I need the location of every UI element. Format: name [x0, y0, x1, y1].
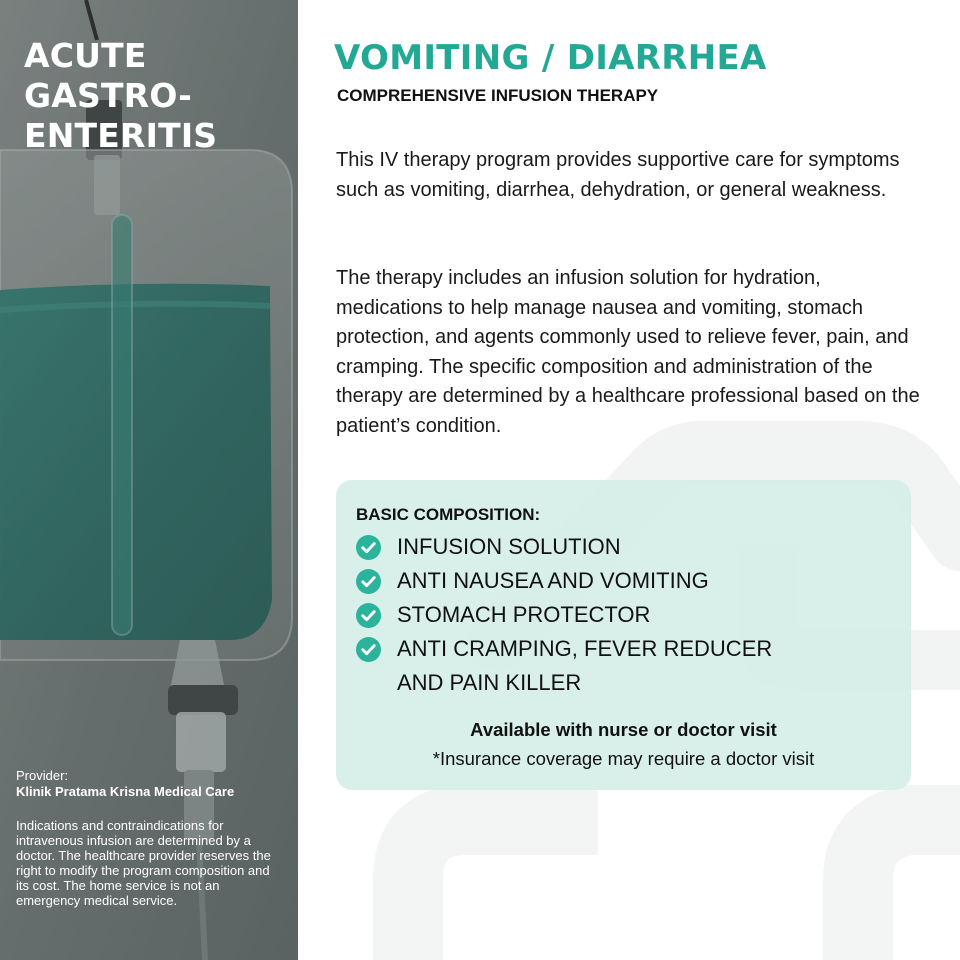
intro-paragraph: This IV therapy program provides supportive care for symptoms such as vomiting, diarrhea, dehydration, or general weakness. — [336, 149, 900, 201]
provider-label: Provider: — [16, 768, 69, 783]
check-circle-icon — [356, 535, 381, 560]
composition-item-label: INFUSION SOLUTION — [397, 534, 621, 559]
composition-item-label: STOMACH PROTECTOR — [397, 602, 651, 627]
condition-title-line1: ACUTE GASTRO- — [24, 36, 193, 115]
provider-info — [16, 768, 286, 800]
condition-title — [24, 36, 298, 156]
page-title: VOMITING / DIARRHEA — [334, 38, 767, 78]
check-circle-icon — [356, 569, 381, 594]
list-item — [356, 530, 797, 564]
composition-item-label: ANTI NAUSEA AND VOMITING — [397, 568, 709, 593]
disclaimer-text: Indications and contraindications for intravenous infusion are determined by a doctor. The healthcare provider reserves the right to modify the program composition and its cost. The home service is not an emergency medical service. — [16, 818, 271, 908]
provider-name: Klinik Pratama Krisna Medical Care — [16, 784, 235, 799]
list-item — [356, 564, 797, 598]
composition-card — [336, 480, 911, 790]
composition-list — [356, 530, 797, 700]
composition-heading: BASIC COMPOSITION: — [356, 505, 541, 524]
check-circle-icon — [356, 603, 381, 628]
composition-item-label: ANTI CRAMPING, FEVER REDUCER AND PAIN KILLER — [397, 636, 773, 695]
insurance-note: *Insurance coverage may require a doctor visit — [432, 748, 815, 769]
page-subtitle: COMPREHENSIVE INFUSION THERAPY — [337, 86, 659, 105]
therapy-description-paragraph: The therapy includes an infusion solution for hydration, medications to help manage nausea and vomiting, stomach protection, and agents commonly used to relieve fever, pain, and cramping. The specific composition and administration of the therapy are determined by a healthcare professional based on the patient’s condition. — [336, 267, 920, 437]
list-item — [356, 632, 797, 700]
check-circle-icon — [356, 637, 381, 662]
condition-title-line2: ENTERITIS — [24, 116, 218, 155]
availability-text: Available with nurse or doctor visit — [470, 719, 777, 740]
iv-bag-photo-panel — [0, 0, 298, 960]
list-item — [356, 598, 797, 632]
